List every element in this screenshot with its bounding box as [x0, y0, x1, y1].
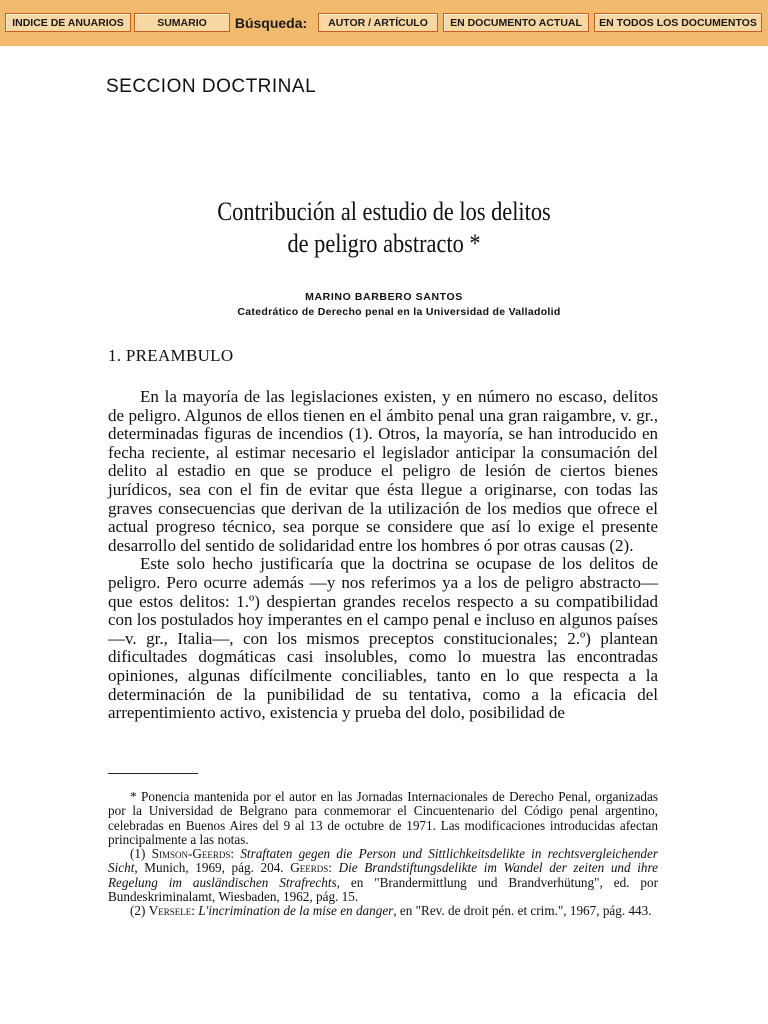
- footnotes: [108, 790, 658, 919]
- section-heading: 1. PREAMBULO: [108, 346, 234, 365]
- toolbar: [0, 0, 768, 46]
- footnote-publication: , en "Brandermittlung und Brandverhütung", ed. por Bundeskriminalamt, Wiesbaden, 1962, pág. 15.: [108, 874, 658, 905]
- footnote-number: (1): [130, 846, 146, 862]
- en-todos-los-documentos-button[interactable]: EN TODOS LOS DOCUMENTOS: [594, 13, 762, 32]
- paragraph: En la mayoría de las legislaciones existen, y en número no escaso, delitos de peligro. Algunos de ellos tienen en el ámbito penal una gran raigambre, v. gr., determinadas figuras de incendios (1). Otros, la mayoría, se han introducido en fecha reciente, al estimar necesario el legislador anticipar la consumación del delito al estadio en que se produce el peligro de lesión de ciertos bienes jurídicos, sea con el fin de evitar que ésta llegue a originarse, con todas las graves consecuencias que derivan de la utilización de los medios que ofrece el actual progreso técnico, sea porque se considere que así lo exige el presente desarrollo del sentido de solidaridad entre los hombres ó por otras causas (2).: [108, 387, 658, 555]
- footnote-work: Die Brandstiftungsdelikte im Wandel der zeiten und ihre Regelung im ausländischen Strafrechts: [108, 860, 658, 890]
- body-text: [108, 388, 658, 723]
- footnote-publication: , Munich, 1969, pág. 204.: [134, 860, 291, 876]
- footnote-divider: [108, 773, 198, 774]
- footnote-author: Geerds: [290, 860, 329, 876]
- footnote-work: L'incrimination de la mise en danger: [198, 903, 394, 919]
- footnote-star: * Ponencia mantenida por el autor en las Jornadas Internacionales de Derecho Penal, organizadas por la Universidad de Belgrano para conmemorar el Cincuentenario del Código penal argentino, celebradas en Buenos Aires del 9 al 13 de octubre de 1971. Las modificaciones introducidas afectan principalmente a las notas.: [108, 789, 658, 847]
- autor-articulo-button[interactable]: AUTOR / ARTÍCULO: [318, 13, 438, 32]
- en-documento-actual-button[interactable]: EN DOCUMENTO ACTUAL: [443, 13, 589, 32]
- sumario-button[interactable]: SUMARIO: [134, 13, 230, 32]
- footnote-1: (1) Simson-Geerds: Straftaten gegen die Person und Sittlichkeitsdelikte in rechtsvergleichender Sicht, Munich, 1969, pág. 204. Geerds: Die Brandstiftungsdelikte im Wandel der zeiten und ihre Regelung im ausländischen Strafrechts, en "Brandermittlung und Brandverhütung", ed. por Bundeskriminalamt, Wiesbaden, 1962, pág. 15.: [108, 846, 658, 905]
- title-line-1: Contribución al estudio de los delitos: [217, 197, 551, 226]
- footnote-author: Simson-Geerds: [151, 846, 231, 862]
- paragraph: Este solo hecho justificaría que la doctrina se ocupase de los delitos de peligro. Pero ocurre además —y nos referimos ya a los de peligro abstracto— que estos delitos: 1.º) despiertan grandes recelos respecto a su compatibilidad con los postulados hoy imperantes en el campo penal e incluso en algunos países —v. gr., Italia—, con los mismos preceptos constitucionales; 2.º) plantean dificultades dogmáticas casi insolubles, como lo muestra las encontradas opiniones, algunas difícilmente conciliables, tanto en lo que respecta a la determinación de la punibilidad de su tentativa, como a la eficacia del arrepentimiento activo, existencia y prueba del dolo, posibilidad de: [108, 554, 659, 723]
- title-line-2: de peligro abstracto *: [287, 229, 481, 258]
- footnote-work: Straftaten gegen die Person und Sittlichkeitsdelikte in rechtsvergleichender Sicht: [108, 846, 658, 876]
- footnote-2: (2) Versele: L'incrimination de la mise en danger, en "Rev. de droit pén. et crim.", 1967, pág. 443.: [130, 903, 652, 919]
- indice-anuarios-button[interactable]: INDICE DE ANUARIOS: [5, 13, 131, 32]
- footnote-number: (2): [130, 903, 146, 919]
- document-page: [0, 46, 768, 1024]
- author-name: MARINO BARBERO SANTOS: [305, 291, 463, 303]
- footnote-author: Versele: [148, 903, 192, 919]
- author-affiliation: Catedrático de Derecho penal en la Universidad de Valladolid: [237, 306, 561, 318]
- busqueda-label: Búsqueda:: [234, 15, 308, 31]
- footnote-publication: , en "Rev. de droit pén. et crim.", 1967, pág. 443.: [393, 903, 652, 919]
- article-title: [54, 196, 714, 260]
- section-title: SECCION DOCTRINAL: [106, 76, 317, 97]
